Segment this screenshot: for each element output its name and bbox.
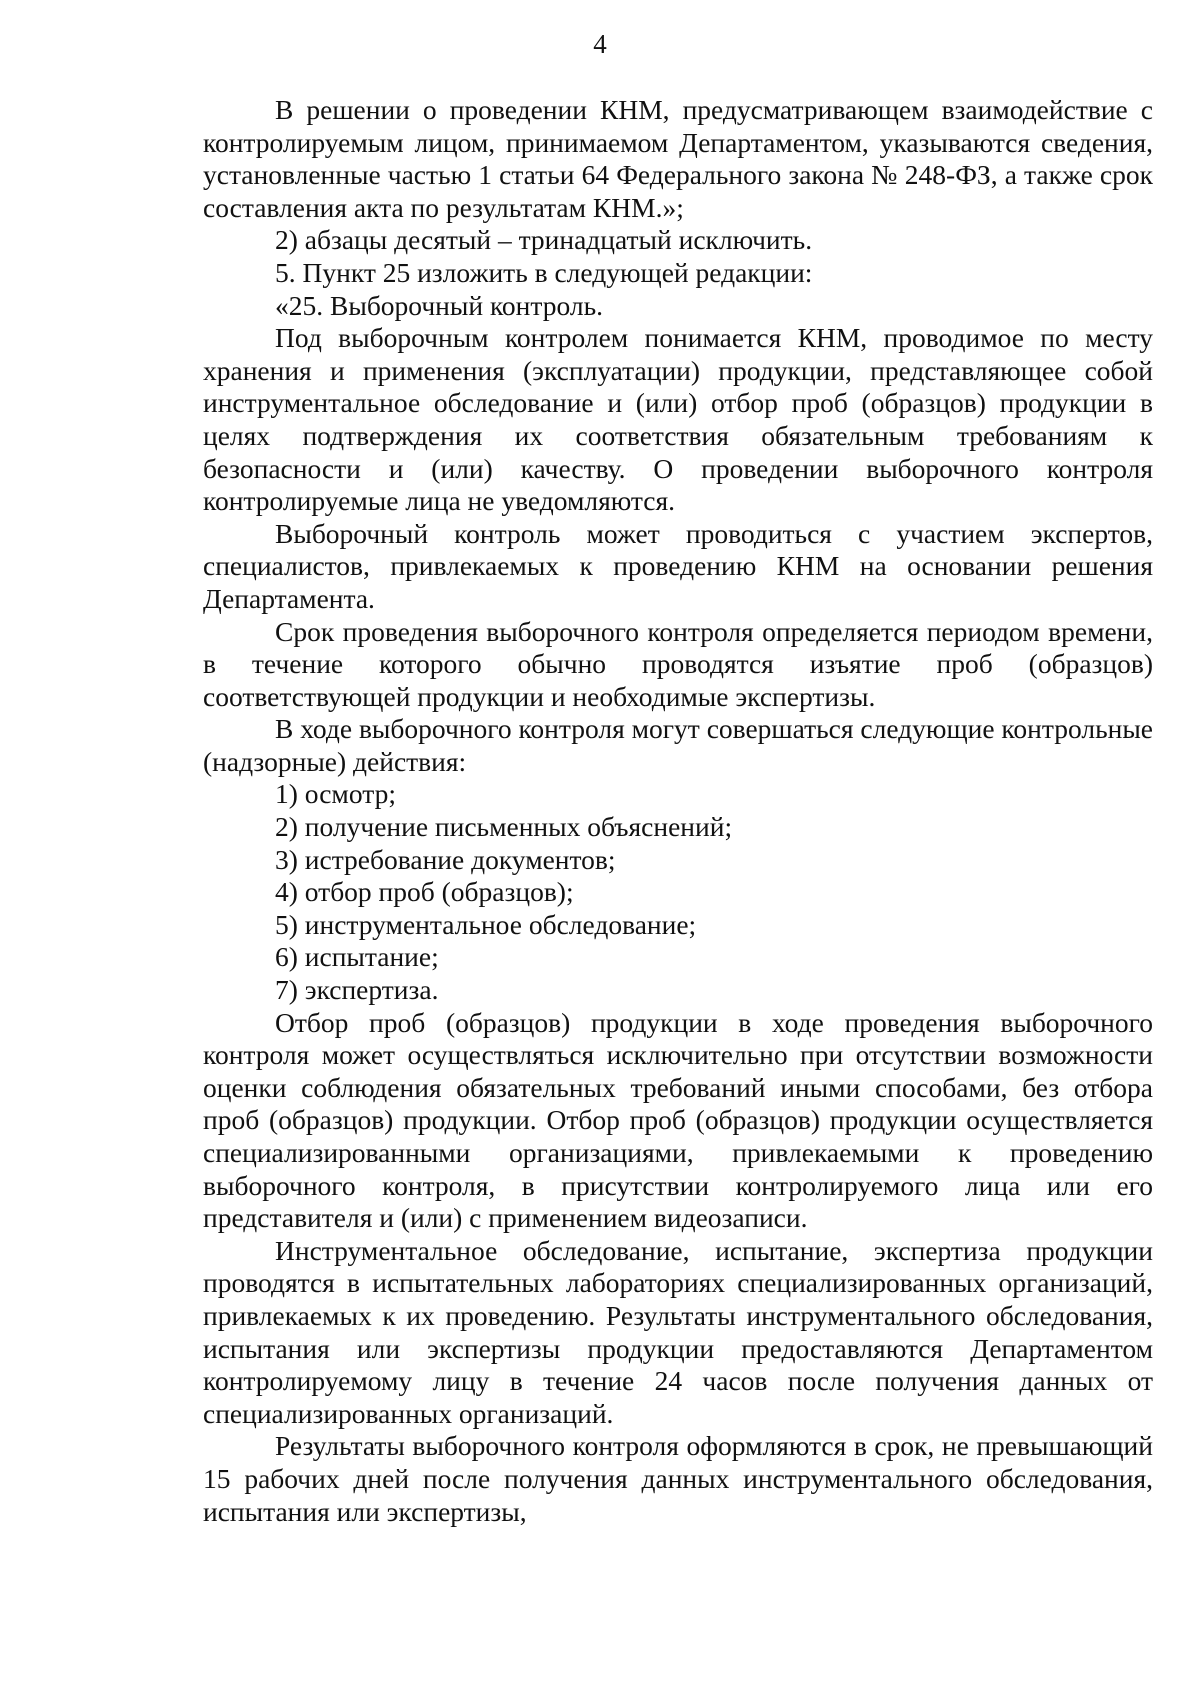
list-item: 3) истребование документов; [275,843,616,875]
list-item: 6) испытание; [275,941,439,973]
page-number: 4 [593,29,607,59]
paragraph-control-actions-intro: В ходе выборочного контроля могут совершаться следующие контрольные (надзорные) действия: [203,713,1154,777]
paragraph-clauses-excluded: 2) абзацы десятый – тринадцатый исключить. [275,224,813,256]
list-item: 4) отбор проб (образцов); [275,876,574,908]
paragraph-control-duration: Срок проведения выборочного контроля определяется периодом времени, в течение которого обычно проводятся изъятие проб (образцов) соответствующей продукции и необходимые экспертизы. [203,615,1153,712]
list-item: 1) осмотр; [275,778,396,810]
document-body [203,94,1153,1528]
paragraph-selective-control-heading: «25. Выборочный контроль. [275,289,604,321]
paragraph-sampling-conditions: Отбор проб (образцов) продукции в ходе проведения выборочного контроля может осуществляться исключительно при отсутствии возможности оценки соблюдения обязательных требований иными способами, без отбора проб (образцов) продукции. Отбор проб (образцов) продукции осуществляется специализированными организациями, привлекаемыми к проведению выборочного контроля, в присутствии контролируемого лица или его представителя и (или) с применением видеозаписи. [203,1006,1153,1234]
list-item: 5) инструментальное обследование; [275,908,697,940]
paragraph-experts-participation: Выборочный контроль может проводиться с участием экспертов, специалистов, привлекаемых к проведению КНМ на основании решения Департамента. [203,517,1153,614]
paragraph-laboratory-testing: Инструментальное обследование, испытание, экспертиза продукции проводятся в испытательных лабораториях специализированных организаций, привлекаемых к их проведению. Результаты инструментального обследования, испытания или экспертизы продукции предоставляются Департаментом контролируемому лицу в течение 24 часов после получения данных от специализированных организаций. [203,1234,1153,1429]
list-item: 7) экспертиза. [275,974,439,1006]
paragraph-decision-info: В решении о проведении КНМ, предусматривающем взаимодействие с контролируемым лицом, принимаемом Департаментом, указываются сведения, установленные частью 1 статьи 64 Федерального закона № 248-ФЗ, а также срок составления акта по результатам КНМ.»; [203,94,1153,223]
paragraph-results-deadline: Результаты выборочного контроля оформляются в срок, не превышающий 15 рабочих дней после получения данных инструментального обследования, испытания или экспертизы, [203,1430,1153,1527]
paragraph-selective-control-definition: Под выборочным контролем понимается КНМ, проводимое по месту хранения и применения (эксплуатации) продукции, представляющее собой инструментальное обследование и (или) отбор проб (образцов) продукции в целях подтверждения их соответствия обязательным требованиям к безопасности и (или) качеству. О проведении выборочного контроля контролируемые лица не уведомляются. [203,322,1153,517]
paragraph-point-25-amend: 5. Пункт 25 изложить в следующей редакции: [275,256,813,288]
list-item: 2) получение письменных объяснений; [275,811,733,843]
